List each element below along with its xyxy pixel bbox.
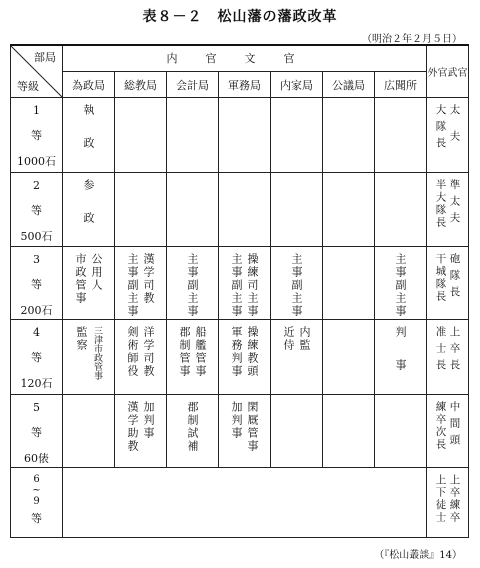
- office-title: 閑厩管事: [246, 400, 259, 453]
- office-title: 漢学司教: [142, 252, 155, 305]
- office-cell: [375, 394, 427, 467]
- office-title: 操練司主事: [246, 252, 259, 318]
- office-cell: [115, 98, 167, 172]
- rank-suffix: 等: [31, 203, 42, 217]
- stipend: 200石: [20, 303, 53, 317]
- military-office-title: 上下徒士: [434, 473, 447, 524]
- office-title: 加判事: [230, 400, 243, 440]
- corner-label-bukyoku: 部局: [34, 51, 56, 64]
- office-cell: [115, 172, 167, 246]
- office-cell: [167, 246, 219, 319]
- office-cell: [63, 172, 115, 246]
- office-title: 公用人: [90, 252, 103, 292]
- military-office-title: 大隊長: [434, 104, 447, 154]
- office-title: 主事副主事: [230, 252, 243, 318]
- military-office-title: 太夫: [448, 104, 461, 158]
- header-naikan: 内官文官: [63, 45, 427, 71]
- rank-number: 5: [33, 400, 40, 414]
- office-cell: [219, 98, 271, 172]
- military-office-cell: [427, 172, 469, 246]
- office-cell: [219, 394, 271, 467]
- rank-cell: [11, 320, 63, 394]
- office-title: 剣術師役: [126, 326, 139, 379]
- date-note: （明治２年２月５日）: [362, 34, 462, 45]
- office-cell: [63, 320, 115, 394]
- office-title: 操練教頭: [246, 326, 259, 379]
- office-cell: [167, 394, 219, 467]
- reform-table: [10, 44, 469, 538]
- office-title: 三津市政管事: [92, 326, 102, 381]
- office-title: 船艦管事: [194, 326, 207, 379]
- rank-number: 2: [33, 178, 40, 192]
- office-cell: [167, 98, 219, 172]
- office-title: 加判事: [142, 400, 155, 440]
- office-cell: [375, 98, 427, 172]
- office-title: 主事副主事: [186, 252, 199, 318]
- military-office-title: 中間頭: [448, 400, 461, 451]
- office-cell: [167, 172, 219, 246]
- rank-suffix: 等: [31, 129, 42, 143]
- rank-number: 6~9: [31, 473, 42, 507]
- column-header: 会計局: [167, 71, 219, 97]
- office-cell: [271, 394, 323, 467]
- header-corner: [11, 45, 63, 98]
- table-row: [11, 320, 469, 394]
- office-cell: [115, 246, 167, 319]
- table-title: 表８－２ 松山藩の藩政改革: [142, 9, 338, 25]
- office-cell: [271, 246, 323, 319]
- rank-number: 3: [33, 252, 40, 266]
- military-office-cell: [427, 98, 469, 172]
- stipend: 60俵: [24, 451, 49, 465]
- rank-number: 1: [33, 104, 40, 118]
- office-title: 市政管事: [74, 252, 87, 305]
- military-office-cell: [427, 246, 469, 319]
- military-office-title: 準太夫: [448, 178, 461, 229]
- office-cell: [167, 320, 219, 394]
- military-office-title: 上卒長: [448, 326, 461, 376]
- table-row: [11, 246, 469, 319]
- empty-cell: [63, 467, 427, 537]
- office-cell: [63, 98, 115, 172]
- office-title: 郡制試補: [186, 400, 199, 453]
- office-title: 郡制管事: [178, 326, 191, 379]
- office-title: 主事副主事: [290, 252, 303, 318]
- rank-cell: [11, 98, 63, 172]
- military-office-cell: [427, 394, 469, 467]
- office-cell: [375, 246, 427, 319]
- rank-cell: [11, 467, 63, 537]
- rank-cell: [11, 394, 63, 467]
- source-note: （『松山叢談』14）: [374, 550, 462, 561]
- table-row: [11, 394, 469, 467]
- stipend: 500石: [20, 229, 53, 243]
- table-row: [11, 172, 469, 246]
- rank-cell: [11, 246, 63, 319]
- column-header: 広聞所: [375, 71, 427, 97]
- military-office-title: 砲隊長: [448, 252, 461, 303]
- office-cell: [375, 172, 427, 246]
- rank-suffix: 等: [31, 351, 42, 365]
- office-cell: [323, 246, 375, 319]
- column-header: 公議局: [323, 71, 375, 97]
- header-gaikan: 外官武官: [427, 45, 469, 98]
- office-title: 監察: [75, 326, 88, 353]
- office-cell: [115, 394, 167, 467]
- office-cell: [271, 98, 323, 172]
- military-office-title: 練卒次長: [434, 400, 447, 451]
- office-cell: [63, 394, 115, 467]
- military-office-title: 干城隊長: [434, 252, 447, 303]
- office-cell: [323, 320, 375, 394]
- office-title: 参政: [82, 178, 95, 245]
- column-header: 総教局: [115, 71, 167, 97]
- table-row: [11, 98, 469, 172]
- office-title: 軍務判事: [230, 326, 243, 379]
- office-cell: [323, 172, 375, 246]
- rank-suffix: 等: [31, 511, 42, 525]
- rank-number: 4: [33, 326, 40, 340]
- office-cell: [375, 320, 427, 394]
- office-cell: [219, 320, 271, 394]
- column-header: 内家局: [271, 71, 323, 97]
- military-office-cell: [427, 467, 469, 537]
- office-cell: [323, 98, 375, 172]
- military-office-title: 上卒練卒: [448, 473, 461, 524]
- office-cell: [219, 172, 271, 246]
- office-title: 洋学司教: [142, 326, 155, 379]
- stipend: 120石: [20, 377, 53, 391]
- office-title: 執政: [82, 104, 95, 171]
- office-cell: [115, 320, 167, 394]
- rank-suffix: 等: [31, 277, 42, 291]
- column-header: 為政局: [63, 71, 115, 97]
- office-cell: [323, 394, 375, 467]
- military-office-title: 准士長: [434, 326, 447, 376]
- military-office-title: 半大隊長: [434, 178, 447, 229]
- military-office-cell: [427, 320, 469, 394]
- office-title: 内監: [298, 326, 311, 353]
- office-title: 主事副主事: [126, 252, 139, 318]
- office-title: 近侍: [282, 326, 295, 353]
- office-cell: [271, 172, 323, 246]
- column-header: 軍務局: [219, 71, 271, 97]
- office-title: 判事: [394, 326, 408, 393]
- office-cell: [271, 320, 323, 394]
- office-title: 主事副主事: [394, 252, 408, 318]
- stipend: 1000石: [17, 155, 56, 169]
- office-cell: [63, 246, 115, 319]
- office-cell: [219, 246, 271, 319]
- rank-cell: [11, 172, 63, 246]
- rank-suffix: 等: [31, 425, 42, 439]
- corner-label-tokyu: 等級: [17, 80, 39, 94]
- table-row: [11, 467, 469, 537]
- office-title: 漢学助教: [126, 400, 139, 453]
